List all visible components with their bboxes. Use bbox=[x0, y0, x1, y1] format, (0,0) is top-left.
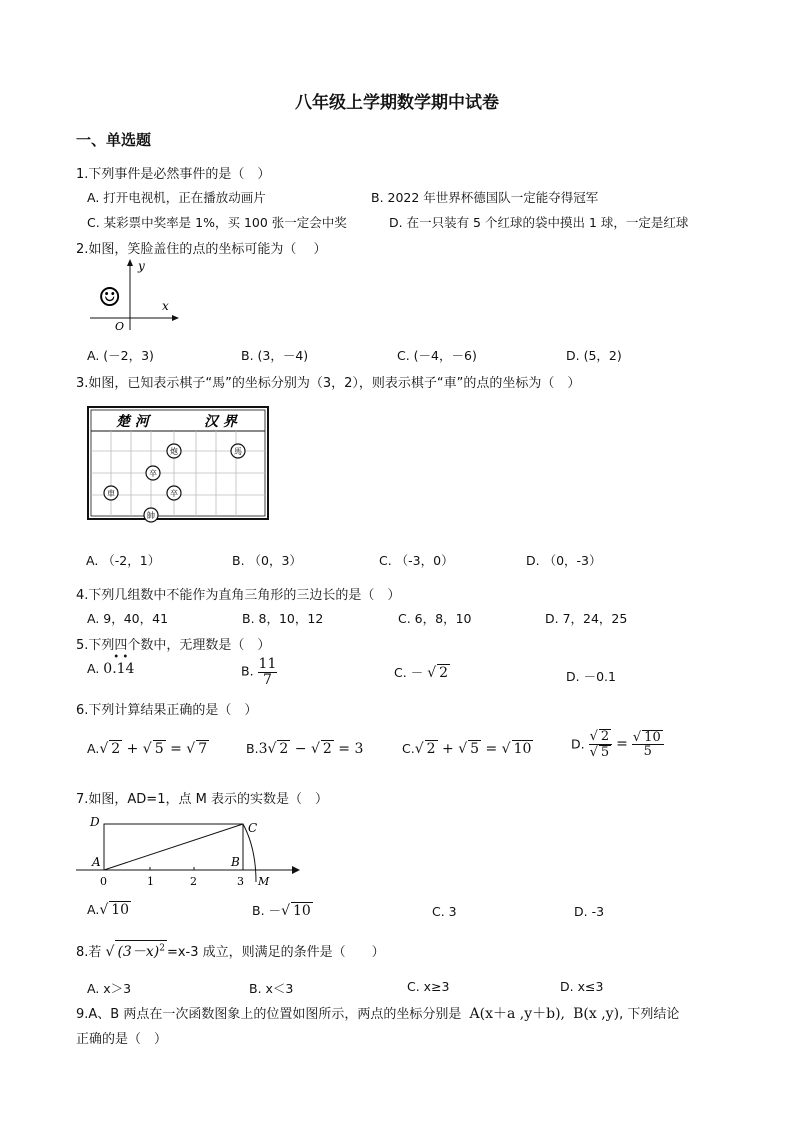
q6-a-label: A. bbox=[87, 741, 100, 756]
river-right-text: 汉 界 bbox=[204, 414, 237, 430]
question-7-stem: 7.如图，AD=1，点 M 表示的实数是（ ） bbox=[76, 792, 328, 807]
q8-expression: √ $(3-x)^2$ bbox=[106, 944, 167, 960]
piece-ma-label: 馬 bbox=[234, 447, 242, 456]
q6-option-a[interactable]: A.√ 2 + √ 5 = √ 7 bbox=[87, 741, 208, 757]
chess-board-figure bbox=[86, 405, 272, 525]
q5-c-radicand: 2 bbox=[439, 665, 449, 681]
q5-option-d[interactable]: D. －0.1 bbox=[566, 669, 616, 684]
q5-option-c[interactable]: C. － √ 2 bbox=[394, 665, 449, 681]
piece-zu-2-label: 卒 bbox=[170, 489, 178, 498]
q3-option-d[interactable]: D. （0，-3） bbox=[526, 553, 602, 568]
q4-option-d[interactable]: D. 7，24，25 bbox=[545, 611, 628, 626]
question-3-stem: 3.如图，已知表示棋子“馬”的坐标分别为（3，2），则表示棋子“車”的点的坐标为（ ） bbox=[76, 376, 581, 391]
q5-a-label: A. bbox=[87, 661, 100, 676]
q8-stem-prefix: 8.若 bbox=[76, 945, 102, 960]
section-heading: 一、单选题 bbox=[76, 131, 152, 149]
q7-tick-2: 2 bbox=[190, 875, 197, 888]
q2-option-a[interactable]: A. (－2，3) bbox=[87, 348, 154, 363]
piece-pao-label: 炮 bbox=[170, 447, 178, 456]
q7-point-b: B bbox=[231, 855, 240, 869]
q6-c-label: C. bbox=[402, 741, 415, 756]
question-1-stem: 1.下列事件是必然事件的是（ ） bbox=[76, 167, 271, 182]
smiley-face-icon: ☺ bbox=[98, 283, 122, 313]
q7-point-m: M bbox=[258, 875, 270, 888]
q5-option-a[interactable] bbox=[87, 652, 135, 677]
q2-origin-label: O bbox=[115, 320, 125, 333]
q7-option-c[interactable]: C. 3 bbox=[432, 904, 457, 919]
q8-option-c[interactable]: C. x≥3 bbox=[407, 979, 450, 994]
piece-ju-label: 車 bbox=[107, 489, 115, 498]
q6-option-d[interactable]: D. $\frac{√ 2}{√ 5}$ = $\frac{√ 10}{5}$ bbox=[571, 729, 664, 759]
q2-y-label: y bbox=[138, 259, 145, 273]
q3-option-b[interactable]: B. （0，3） bbox=[232, 553, 302, 568]
question-8-stem bbox=[76, 940, 385, 961]
q7-b-label: B. bbox=[252, 903, 265, 918]
piece-shuai-label: 帥 bbox=[147, 511, 155, 520]
q1-option-c[interactable]: C. 某彩票中奖率是 1%，买 100 张一定会中奖 bbox=[87, 215, 347, 230]
question-9-line2: 正确的是（ ） bbox=[76, 1032, 168, 1047]
q9-coord-a: A(x＋a ,y＋b), bbox=[469, 1006, 565, 1022]
q5-b-label: B. bbox=[241, 663, 254, 679]
q8-stem-suffix: =x-3 成立，则满足的条件是（ ） bbox=[166, 945, 385, 960]
q3-option-c[interactable]: C. （-3，0） bbox=[379, 553, 454, 568]
q9-stem-suffix: , 下列结论 bbox=[619, 1007, 680, 1022]
q7-point-c: C bbox=[248, 821, 258, 835]
q5-c-label: C. bbox=[394, 665, 407, 680]
question-2-stem: 2.如图，笑脸盖住的点的坐标可能为（ ） bbox=[76, 242, 327, 257]
q6-option-b[interactable]: B.3√ 2 − √ 2 = 3 bbox=[246, 741, 364, 757]
q7-tick-3: 3 bbox=[237, 875, 244, 888]
piece-zu-1-label: 卒 bbox=[149, 469, 157, 478]
q4-option-c[interactable]: C. 6，8，10 bbox=[398, 611, 472, 626]
q7-option-b[interactable]: B. －√ 10 bbox=[252, 903, 311, 919]
question-6-stem: 6.下列计算结果正确的是（ ） bbox=[76, 703, 258, 718]
river-left-text: 楚 河 bbox=[116, 414, 149, 430]
q4-option-a[interactable]: A. 9，40，41 bbox=[87, 611, 169, 626]
q7-point-d: D bbox=[90, 815, 100, 829]
question-5-stem: 5.下列四个数中，无理数是（ ） bbox=[76, 638, 271, 653]
q7-point-a: A bbox=[92, 855, 101, 869]
q7-a-label: A. bbox=[87, 902, 100, 917]
q6-b-label: B. bbox=[246, 741, 259, 756]
q5-b-fraction: $\frac{11}{7}$ bbox=[258, 656, 277, 688]
q5-c-sign: － bbox=[410, 665, 424, 680]
q2-coordinate-figure bbox=[88, 258, 180, 334]
q6-d-label: D. bbox=[571, 736, 585, 752]
q7-tick-0: 0 bbox=[100, 875, 107, 888]
q9-coord-b: B(x ,y) bbox=[573, 1006, 620, 1022]
q7-number-line-figure bbox=[76, 810, 302, 890]
q8-option-b[interactable]: B. x＜3 bbox=[249, 981, 294, 996]
q5-a-value: 0.14 • • bbox=[103, 652, 135, 677]
q5-option-b[interactable] bbox=[241, 657, 277, 687]
question-9-stem bbox=[76, 1003, 679, 1023]
q2-option-d[interactable]: D. (5，2) bbox=[566, 348, 622, 363]
q2-x-label: x bbox=[162, 299, 169, 313]
question-4-stem: 4.下列几组数中不能作为直角三角形的三边长的是（ ） bbox=[76, 588, 401, 603]
q1-option-d[interactable]: D. 在一只装有 5 个红球的袋中摸出 1 球，一定是红球 bbox=[389, 215, 689, 230]
q7-tick-1: 1 bbox=[147, 875, 154, 888]
q1-option-a[interactable]: A. 打开电视机，正在播放动画片 bbox=[87, 190, 266, 205]
q6-option-c[interactable]: C.√ 2 + √ 5 = √ 10 bbox=[402, 741, 532, 757]
q1-option-b[interactable]: B. 2022 年世界杯德国队一定能夺得冠军 bbox=[371, 190, 599, 205]
q2-option-c[interactable]: C. (－4，－6) bbox=[397, 348, 477, 363]
page-title: 八年级上学期数学期中试卷 bbox=[295, 93, 499, 113]
q3-option-a[interactable]: A. （-2，1） bbox=[86, 553, 161, 568]
q7-option-d[interactable]: D. -3 bbox=[574, 904, 605, 919]
q9-stem-prefix: 9.A、B 两点在一次函数图象上的位置如图所示，两点的坐标分别是 bbox=[76, 1007, 462, 1022]
q2-option-b[interactable]: B. (3，－4) bbox=[241, 348, 309, 363]
q8-option-d[interactable]: D. x≤3 bbox=[560, 979, 604, 994]
q7-option-a[interactable]: A.√ 10 bbox=[87, 902, 130, 918]
q8-option-a[interactable]: A. x＞3 bbox=[87, 981, 132, 996]
q4-option-b[interactable]: B. 8，10，12 bbox=[242, 611, 324, 626]
